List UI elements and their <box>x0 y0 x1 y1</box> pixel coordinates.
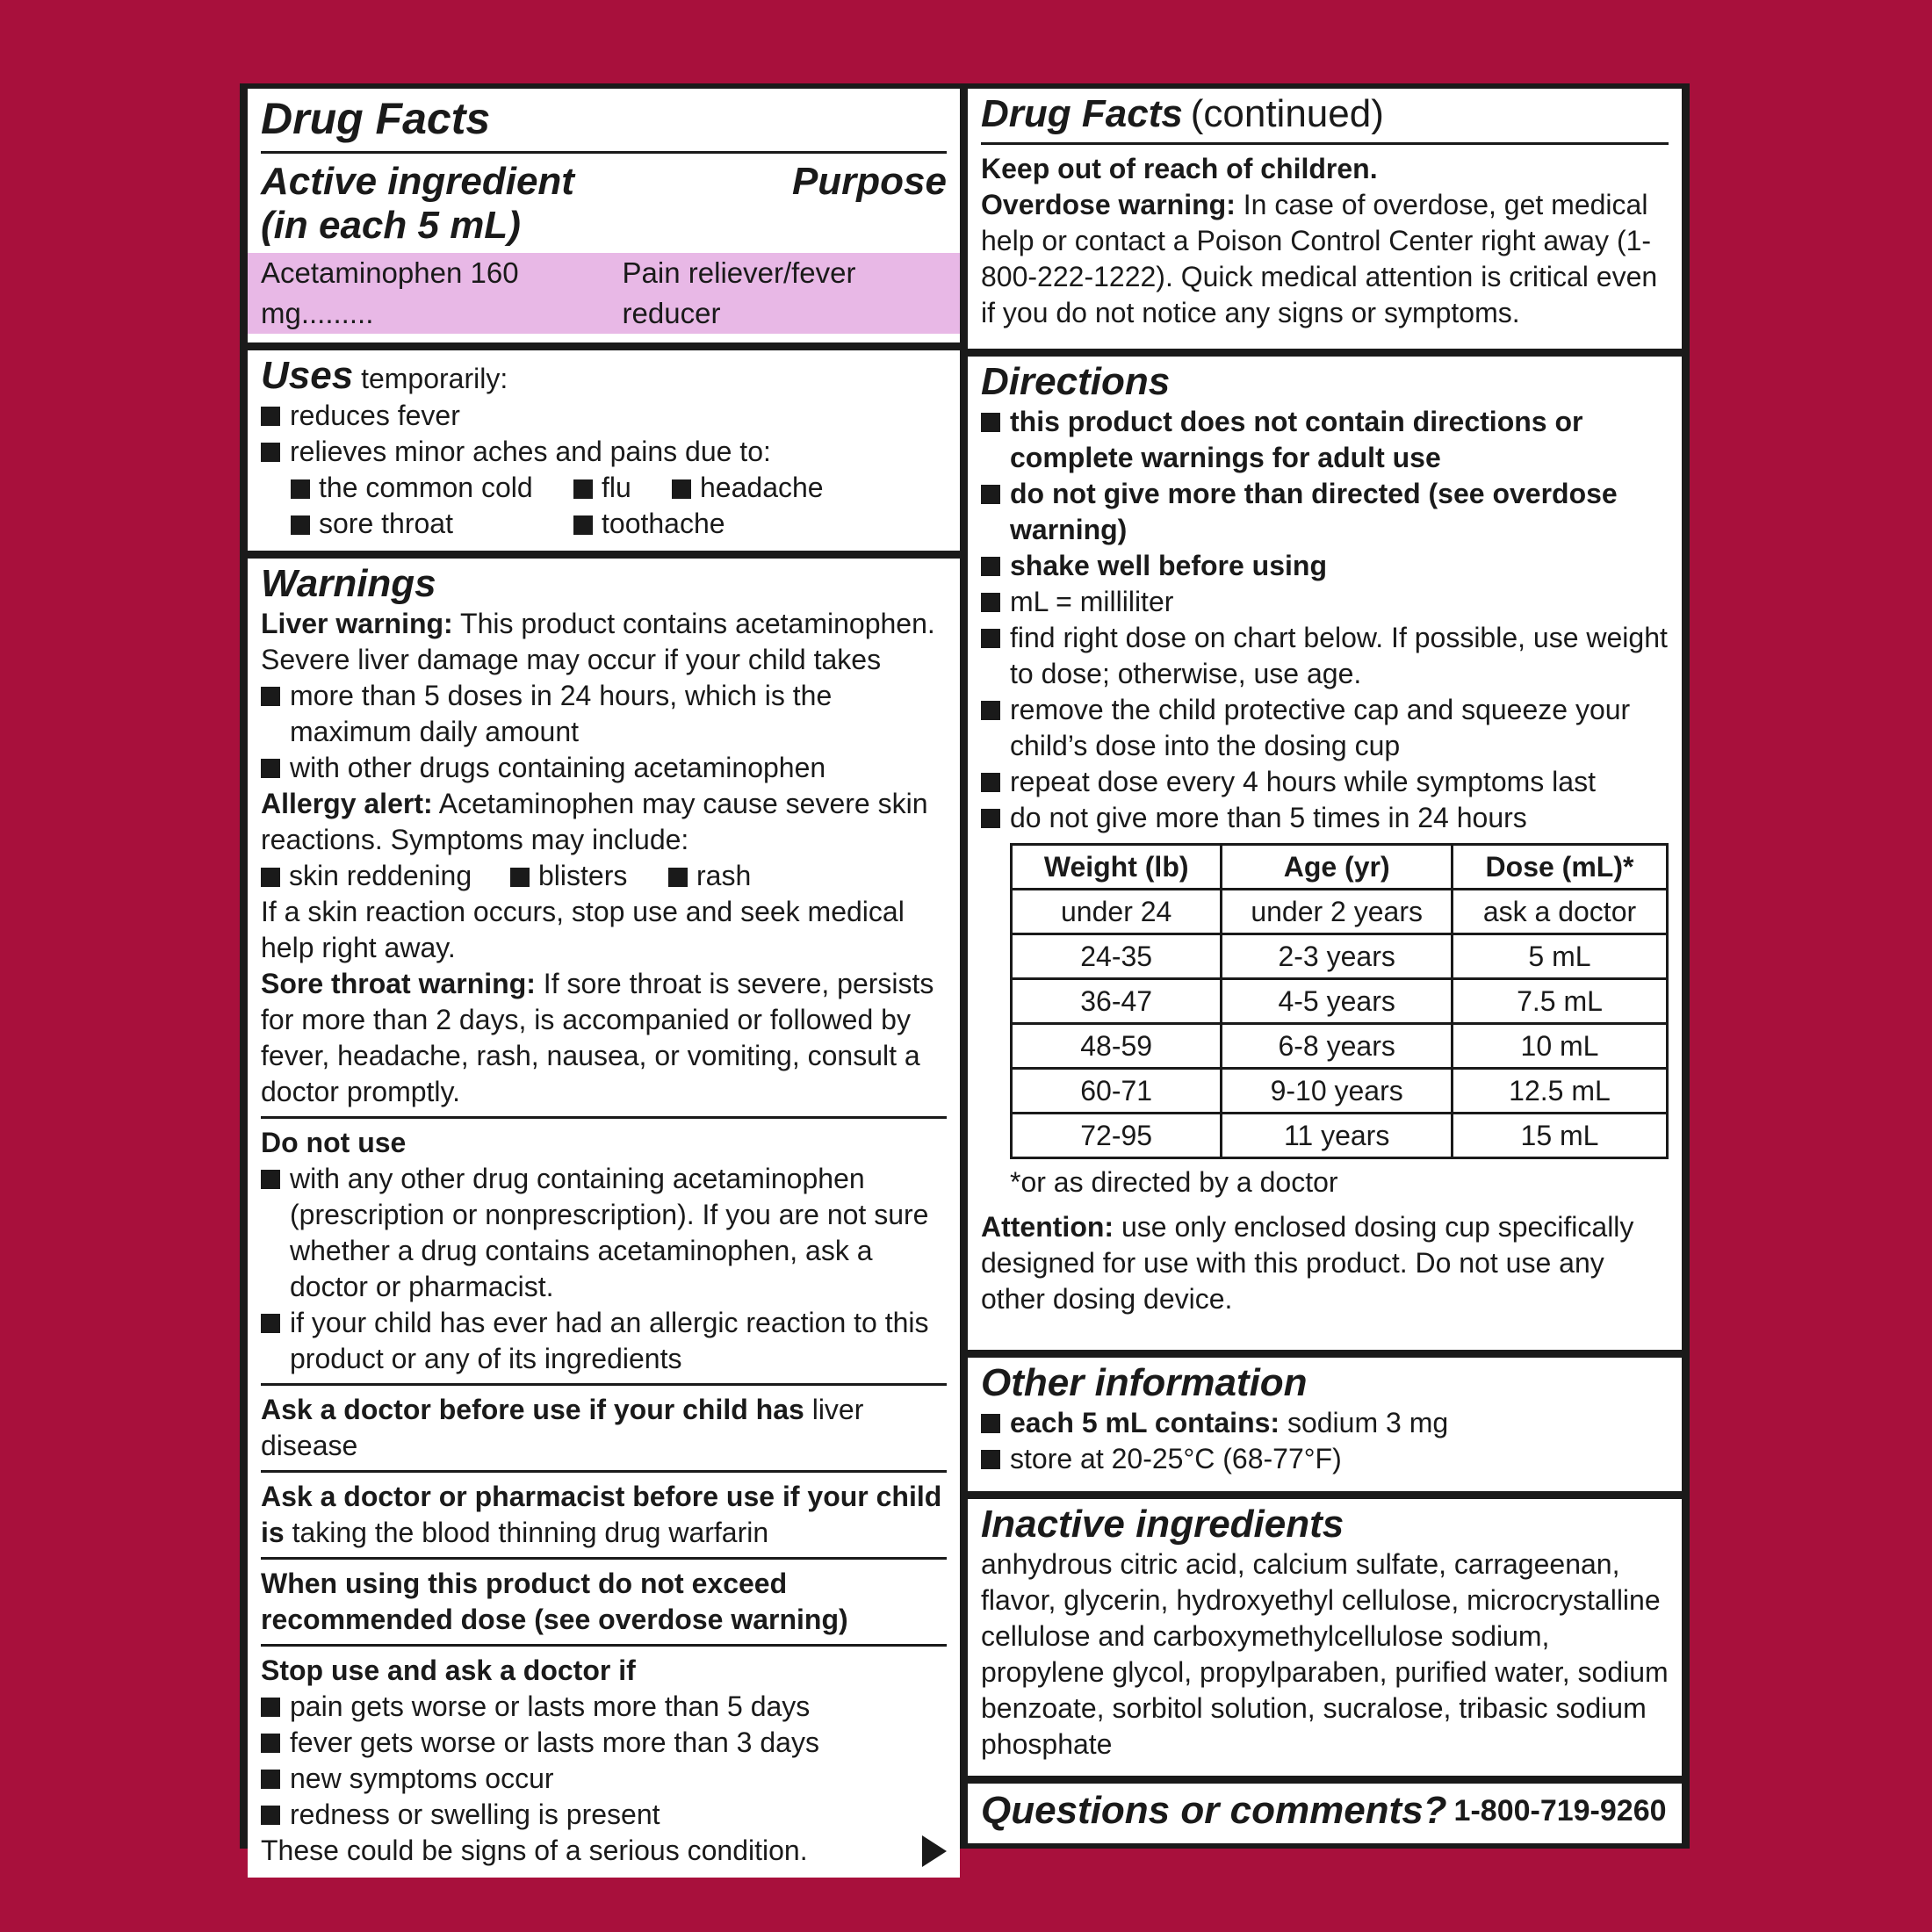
ask-pharmacist: Ask a doctor or pharmacist before use if your child is taking the blood thinning drug warfarin <box>261 1481 942 1548</box>
questions-heading: Questions or comments? <box>981 1789 1447 1832</box>
uses-heading: Uses <box>261 354 354 397</box>
inactive-ingredients-heading: Inactive ingredients <box>981 1503 1344 1546</box>
inactive-ingredients-box <box>968 1499 1682 1776</box>
dosing-table <box>1010 843 1669 1159</box>
allergy-alert: Allergy alert: Acetaminophen may cause severe skin reactions. Symptoms may include: <box>261 788 928 855</box>
do-not-use-heading: Do not use <box>261 1127 407 1158</box>
purpose-heading: Purpose <box>791 160 947 203</box>
ingredient-row <box>248 253 960 334</box>
continued-label: (continued) <box>1190 92 1384 135</box>
list-item: redness or swelling is present <box>261 1797 947 1833</box>
list-item: if your child has ever had an allergic reaction to this product or any of its ingredients <box>261 1305 947 1377</box>
overdose-box <box>968 89 1682 349</box>
list-item: mL = milliliter <box>981 584 1669 620</box>
table-header: Dose (mL)* <box>1452 845 1667 890</box>
directions-heading: Directions <box>981 360 1171 403</box>
ingredient-purpose: Pain reliever/fever reducer <box>622 256 856 329</box>
uses-box <box>248 350 960 551</box>
table-header: Age (yr) <box>1222 845 1453 890</box>
keep-out-text: Keep out of reach of children. <box>981 153 1378 184</box>
list-item: pain gets worse or lasts more than 5 days <box>261 1689 947 1725</box>
table-row: 36-47 4-5 years 7.5 mL <box>1012 979 1668 1024</box>
table-row: 48-59 6-8 years 10 mL <box>1012 1024 1668 1069</box>
drug-facts-panel <box>240 83 1690 1866</box>
warnings-box <box>248 559 960 1878</box>
inactive-ingredients-text: anhydrous citric acid, calcium sulfate, carrageenan, flavor, glycerin, hydroxyethyl cellulose, microcrystalline cellulose and carboxymethylcellulose sodium, propylene glycol, propylparaben, purified water, sodium benzoate, sorbitol solution, sucralose, tribasic sodium phosphate <box>981 1548 1669 1760</box>
list-item: shake well before using <box>981 548 1669 584</box>
table-note: *or as directed by a doctor <box>1010 1166 1338 1198</box>
list-item: this product does not contain directions or complete warnings for adult use <box>981 404 1669 476</box>
list-item: more than 5 doses in 24 hours, which is the maximum daily amount <box>261 678 947 750</box>
liver-warning: Liver warning: This product contains acetaminophen. Severe liver damage may occur if your child takes <box>261 608 935 675</box>
ask-doctor: Ask a doctor before use if your child has liver disease <box>261 1394 864 1461</box>
directions-box <box>968 357 1682 1350</box>
list-item: with any other drug containing acetaminophen (prescription or nonprescription). If you are not sure whether a drug contains acetaminophen, ask a doctor or pharmacist. <box>261 1161 947 1305</box>
skin-reaction-text: If a skin reaction occurs, stop use and seek medical help right away. <box>261 896 905 963</box>
sore-throat-warning: Sore throat warning: If sore throat is severe, persists for more than 2 days, is accompanied or followed by fever, headache, rash, nausea, or vomiting, consult a doctor promptly. <box>261 968 934 1107</box>
table-header: Weight (lb) <box>1012 845 1222 890</box>
list-item: store at 20-25°C (68-77°F) <box>981 1441 1669 1477</box>
when-using: When using this product do not exceed recommended dose (see overdose warning) <box>261 1568 848 1635</box>
list-item: reduces fever <box>261 398 947 434</box>
drug-facts-title-continued: Drug Facts <box>981 92 1183 135</box>
uses-intro: temporarily: <box>361 363 508 394</box>
active-ingredient-sub: (in each 5 mL) <box>261 204 521 247</box>
list-item: repeat dose every 4 hours while symptoms last <box>981 764 1669 800</box>
list-item: new symptoms occur <box>261 1761 947 1797</box>
table-row: 24-35 2-3 years 5 mL <box>1012 934 1668 979</box>
table-row: 72-95 11 years 15 mL <box>1012 1114 1668 1158</box>
uses-sub-row: sore throat toothache <box>261 506 947 542</box>
drug-facts-title: Drug Facts <box>261 94 491 143</box>
list-item: do not give more than directed (see overdose warning) <box>981 476 1669 548</box>
list-item: relieves minor aches and pains due to: <box>261 434 947 470</box>
table-row: under 24 under 2 years ask a doctor <box>1012 890 1668 934</box>
stop-use-heading: Stop use and ask a doctor if <box>261 1654 636 1686</box>
list-item: do not give more than 5 times in 24 hours <box>981 800 1669 836</box>
right-column <box>968 89 1682 1843</box>
questions-box <box>968 1784 1682 1843</box>
ingredient-name: Acetaminophen 160 mg......... <box>261 256 519 329</box>
list-item: fever gets worse or lasts more than 3 days <box>261 1725 947 1761</box>
list-item: each 5 mL contains: sodium 3 mg <box>981 1405 1669 1441</box>
active-ingredient-box <box>248 89 960 342</box>
stop-footer: These could be signs of a serious condition. <box>261 1835 808 1866</box>
attention-text: Attention: use only enclosed dosing cup specifically designed for use with this product. Do not use any other dosing device. <box>981 1211 1634 1315</box>
uses-sub-row: the common cold flu headache <box>261 470 947 506</box>
list-item: find right dose on chart below. If possible, use weight to dose; otherwise, use age. <box>981 620 1669 692</box>
warnings-heading: Warnings <box>261 562 436 605</box>
other-information-heading: Other information <box>981 1361 1308 1404</box>
allergy-symptoms: skin reddening blisters rash <box>261 858 947 894</box>
active-ingredient-heading: Active ingredient <box>261 160 574 203</box>
overdose-warning: Overdose warning: In case of overdose, get medical help or contact a Poison Control Center right away (1-800-222-1222). Quick medical attention is critical even if you do not notice any signs or symptoms. <box>981 189 1658 328</box>
list-item: remove the child protective cap and squeeze your child’s dose into the dosing cup <box>981 692 1669 764</box>
table-row: 60-71 9-10 years 12.5 mL <box>1012 1069 1668 1114</box>
continue-arrow-icon <box>922 1835 947 1867</box>
list-item: with other drugs containing acetaminophen <box>261 750 947 786</box>
left-column <box>248 89 960 1866</box>
questions-phone: 1-800-719-9260 <box>1453 1793 1667 1827</box>
other-information-box <box>968 1358 1682 1491</box>
